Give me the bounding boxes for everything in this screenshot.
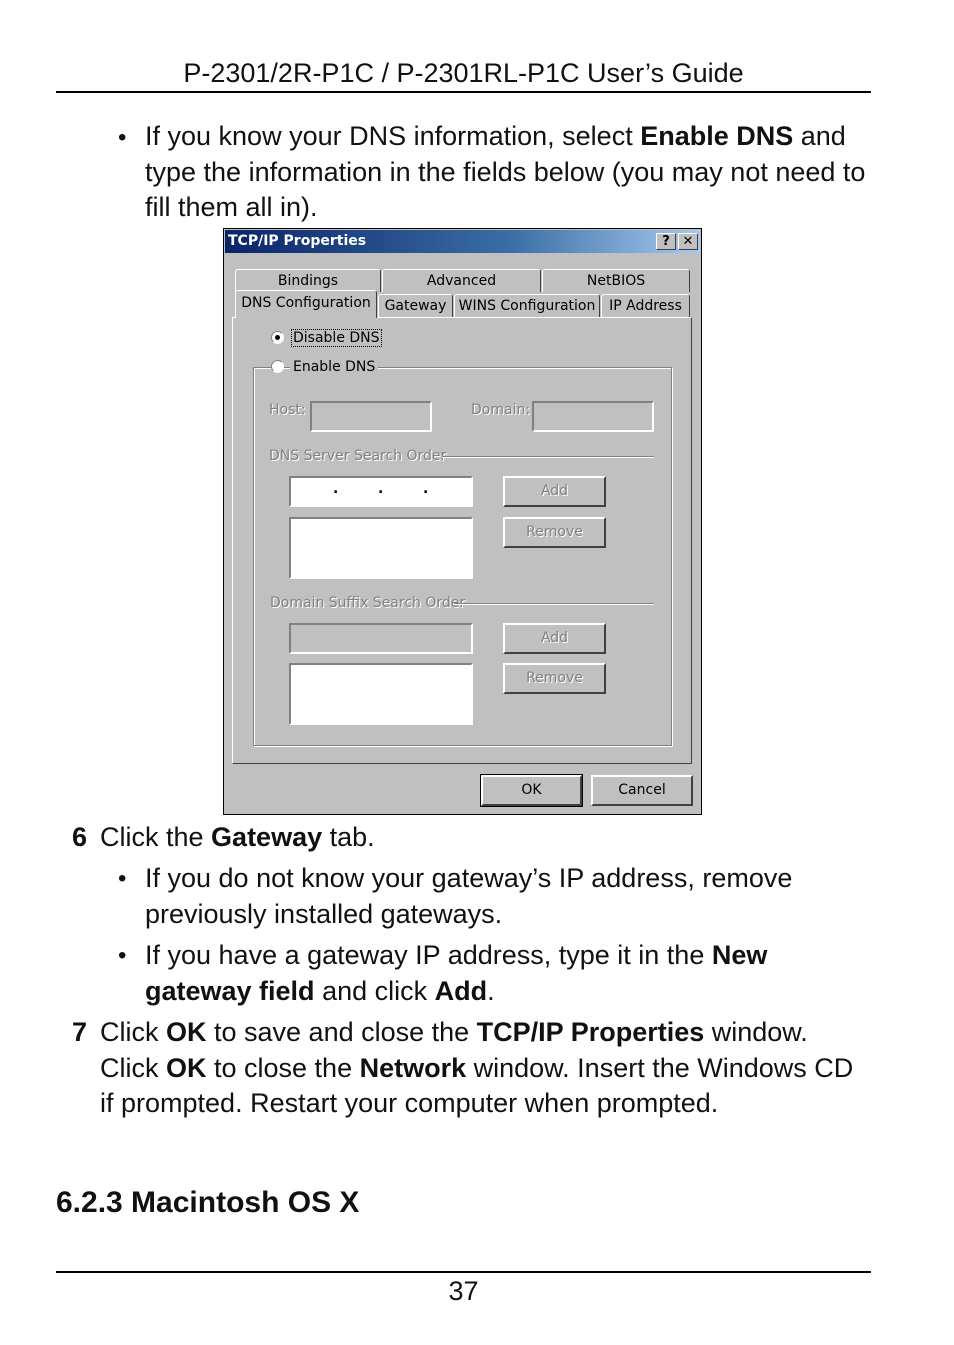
step6-bullet2: If you have a gateway IP address, type it in the New gateway field and click Add. [145,940,768,1006]
host-input[interactable] [310,401,432,432]
step-number: 7 [72,1017,88,1047]
intro-bullet-text: If you know your DNS information, select Enable DNS and type the information in the fields below (you may not need to fill them all in). [145,121,866,222]
suffix-add-button[interactable]: Add [503,623,606,654]
tab-netbios[interactable]: NetBIOS [542,269,690,292]
enable-dns-radio[interactable] [271,360,284,373]
footer-rule [56,1271,871,1273]
dns-server-list[interactable] [289,517,473,579]
section-heading: 6.2.3 Macintosh OS X [56,1186,360,1219]
ok-button[interactable]: OK [481,775,582,806]
dialog-title: TCP/IP Properties [228,233,367,249]
ip-dot: . [423,481,429,497]
cancel-button[interactable]: Cancel [591,775,693,806]
dns-server-order-label: DNS Server Search Order [269,448,447,464]
step-number: 6 [72,822,88,852]
tab-gateway[interactable]: Gateway [378,294,453,317]
domain-suffix-list[interactable] [289,663,473,725]
dns-remove-button[interactable]: Remove [503,517,606,548]
dialog-titlebar [225,230,700,253]
bullet-mark: • [118,124,127,151]
enable-dns-label[interactable]: Enable DNS [290,359,378,375]
domain-suffix-order-label: Domain Suffix Search Order [270,595,466,611]
bullet-mark: • [118,942,127,969]
suffix-order-separator [454,603,654,605]
dns-order-separator [442,456,654,458]
tcpip-properties-dialog [223,228,702,815]
tab-bindings[interactable]: Bindings [235,269,381,292]
tab-wins-configuration[interactable]: WINS Configuration [454,294,600,317]
tab-dns-configuration[interactable]: DNS Configuration [235,290,377,318]
domain-suffix-input[interactable] [289,623,473,654]
ip-dot: . [378,481,384,497]
help-button[interactable]: ? [656,233,676,250]
header-rule [56,91,871,93]
bullet-mark: • [118,865,127,892]
suffix-remove-button[interactable]: Remove [503,663,606,694]
ip-dot: . [333,481,339,497]
page-number: 37 [448,1276,479,1306]
domain-label: Domain: [471,402,531,418]
domain-input[interactable] [532,401,654,432]
tab-advanced[interactable]: Advanced [382,269,541,292]
dns-add-button[interactable]: Add [503,476,606,507]
step7-text: Click OK to save and close the TCP/IP Properties window. Click OK to close the Network window. Insert the Windows CD if prompted. Restart your computer when prompted. [100,1017,854,1118]
running-header: P-2301/2R-P1C / P-2301RL-P1C User’s Guide [183,58,744,88]
disable-dns-radio[interactable] [271,331,284,344]
tab-ip-address[interactable]: IP Address [601,294,690,317]
disable-dns-label[interactable]: Disable DNS [293,330,380,346]
step6-bullet1: If you do not know your gateway’s IP address, remove previously installed gateways. [145,863,793,929]
close-icon[interactable]: ✕ [678,233,698,250]
dns-server-ip-input[interactable] [289,476,473,507]
step6-text: Click the Gateway tab. [100,822,375,852]
host-label: Host: [269,402,306,418]
